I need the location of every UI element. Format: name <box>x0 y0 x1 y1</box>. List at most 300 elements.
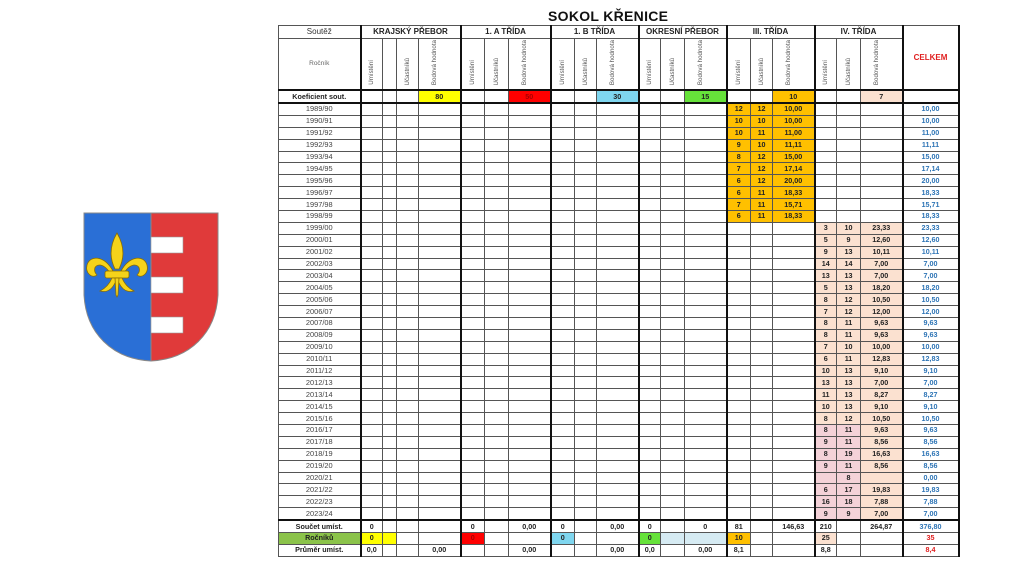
season-label: 2020/21 <box>279 472 361 484</box>
empty-cell <box>361 246 383 258</box>
empty-cell <box>485 306 509 318</box>
iv-trida-cell: 13 <box>837 365 861 377</box>
empty-cell <box>485 496 509 508</box>
empty-cell <box>597 448 639 460</box>
iv-trida-cell: 13 <box>837 282 861 294</box>
iv-trida-cell <box>861 187 903 199</box>
iii-trida-cell: 7 <box>727 199 751 211</box>
empty-cell <box>397 90 419 103</box>
empty-cell <box>551 175 575 187</box>
empty-cell <box>597 533 639 545</box>
iii-trida-cell <box>727 282 751 294</box>
iii-trida-cell: 11 <box>751 187 773 199</box>
iv-trida-cell: 13 <box>837 270 861 282</box>
empty-cell <box>551 258 575 270</box>
empty-cell <box>361 151 383 163</box>
empty-cell <box>419 448 461 460</box>
empty-cell <box>383 139 397 151</box>
empty-cell <box>461 472 485 484</box>
empty-cell <box>485 187 509 199</box>
empty-cell <box>597 103 639 115</box>
empty-cell <box>639 448 661 460</box>
prumer-value <box>551 544 575 556</box>
iv-trida-cell: 16,63 <box>861 448 903 460</box>
empty-cell <box>383 329 397 341</box>
iii-trida-cell <box>727 448 751 460</box>
iv-trida-cell: 7,88 <box>861 496 903 508</box>
season-label: 1999/00 <box>279 222 361 234</box>
iii-trida-cell <box>773 413 815 425</box>
column-subheader <box>485 39 509 91</box>
empty-cell <box>509 258 551 270</box>
empty-cell <box>597 460 639 472</box>
empty-cell <box>509 533 551 545</box>
empty-cell <box>661 246 685 258</box>
iv-trida-cell: 5 <box>815 234 837 246</box>
iv-trida-cell <box>837 139 861 151</box>
column-subheader-label: Umístění <box>368 60 376 86</box>
empty-cell <box>461 234 485 246</box>
column-subheader-label: Bodová hodnota <box>873 40 881 86</box>
iv-trida-cell: 9 <box>837 508 861 520</box>
prumer-value: 0,00 <box>419 544 461 556</box>
empty-cell <box>461 365 485 377</box>
season-row <box>279 341 959 353</box>
iii-trida-cell <box>727 294 751 306</box>
empty-cell <box>419 199 461 211</box>
empty-cell <box>639 496 661 508</box>
empty-cell <box>551 353 575 365</box>
empty-cell <box>509 163 551 175</box>
empty-cell <box>397 210 419 222</box>
iv-trida-cell: 18 <box>837 496 861 508</box>
empty-cell <box>685 496 727 508</box>
celkem-value: 10,00 <box>903 103 959 115</box>
empty-cell <box>485 484 509 496</box>
iii-trida-cell <box>727 460 751 472</box>
empty-cell <box>461 187 485 199</box>
empty-cell <box>419 318 461 330</box>
empty-cell <box>661 484 685 496</box>
empty-cell <box>383 151 397 163</box>
empty-cell <box>639 127 661 139</box>
empty-cell <box>361 365 383 377</box>
season-label: 1990/91 <box>279 115 361 127</box>
empty-cell <box>509 222 551 234</box>
empty-cell <box>597 139 639 151</box>
empty-cell <box>383 103 397 115</box>
empty-cell <box>661 163 685 175</box>
empty-cell <box>485 282 509 294</box>
season-row <box>279 460 959 472</box>
empty-cell <box>575 401 597 413</box>
iii-trida-cell: 18,33 <box>773 210 815 222</box>
season-label: 2010/11 <box>279 353 361 365</box>
empty-cell <box>551 472 575 484</box>
celkem-value: 18,33 <box>903 210 959 222</box>
iv-trida-cell: 7,00 <box>861 258 903 270</box>
white-bar-icon <box>151 317 183 333</box>
season-row <box>279 127 959 139</box>
empty-cell <box>661 210 685 222</box>
celkem-value: 8,56 <box>903 460 959 472</box>
empty-cell <box>661 258 685 270</box>
coefficient-value: 30 <box>597 90 639 103</box>
empty-cell <box>685 460 727 472</box>
empty-cell <box>383 90 397 103</box>
iv-trida-cell: 8 <box>815 318 837 330</box>
empty-cell <box>397 270 419 282</box>
empty-cell <box>361 318 383 330</box>
season-label: 2013/14 <box>279 389 361 401</box>
empty-cell <box>361 282 383 294</box>
empty-cell <box>575 436 597 448</box>
celkem-value: 9,63 <box>903 329 959 341</box>
coefficient-value: 80 <box>419 90 461 103</box>
empty-cell <box>685 127 727 139</box>
iv-trida-cell: 16 <box>815 496 837 508</box>
iv-trida-cell: 9,10 <box>861 401 903 413</box>
iii-trida-cell <box>727 472 751 484</box>
iii-trida-cell <box>727 389 751 401</box>
season-label: 2022/23 <box>279 496 361 508</box>
soucet-value: 0,00 <box>597 520 639 532</box>
season-label: 1991/92 <box>279 127 361 139</box>
iii-trida-cell <box>751 258 773 270</box>
empty-cell <box>461 425 485 437</box>
empty-cell <box>361 508 383 520</box>
empty-cell <box>419 472 461 484</box>
empty-cell <box>685 353 727 365</box>
empty-cell <box>509 425 551 437</box>
empty-cell <box>661 270 685 282</box>
empty-cell <box>661 472 685 484</box>
empty-cell <box>383 544 397 556</box>
iv-trida-cell: 11 <box>837 460 861 472</box>
empty-cell <box>639 90 661 103</box>
empty-cell <box>361 496 383 508</box>
soucet-value: 0,00 <box>509 520 551 532</box>
empty-cell <box>509 187 551 199</box>
empty-cell <box>639 294 661 306</box>
empty-cell <box>597 484 639 496</box>
empty-cell <box>397 508 419 520</box>
iv-trida-cell: 11 <box>815 389 837 401</box>
iii-trida-cell <box>727 496 751 508</box>
soucet-total: 376,80 <box>903 520 959 532</box>
empty-cell <box>485 460 509 472</box>
empty-cell <box>397 139 419 151</box>
empty-cell <box>575 460 597 472</box>
empty-cell <box>361 210 383 222</box>
prumer-value: 0,00 <box>509 544 551 556</box>
iv-trida-cell <box>815 175 837 187</box>
soucet-value <box>419 520 461 532</box>
empty-cell <box>575 115 597 127</box>
empty-cell <box>461 484 485 496</box>
empty-cell <box>509 282 551 294</box>
empty-cell <box>397 103 419 115</box>
empty-cell <box>551 318 575 330</box>
iii-trida-cell <box>751 484 773 496</box>
empty-cell <box>575 508 597 520</box>
celkem-value: 18,20 <box>903 282 959 294</box>
empty-cell <box>419 389 461 401</box>
empty-cell <box>551 329 575 341</box>
coat-of-arms <box>82 211 220 363</box>
celkem-value: 12,60 <box>903 234 959 246</box>
soucet-label: Součet umíst. <box>279 520 361 532</box>
empty-cell <box>575 496 597 508</box>
iv-trida-cell: 7,00 <box>861 270 903 282</box>
empty-cell <box>419 234 461 246</box>
empty-cell <box>361 222 383 234</box>
empty-cell <box>661 294 685 306</box>
iv-trida-cell <box>815 115 837 127</box>
empty-cell <box>815 90 837 103</box>
empty-cell <box>661 187 685 199</box>
empty-cell <box>685 258 727 270</box>
iii-trida-cell: 20,00 <box>773 175 815 187</box>
celkem-value: 10,11 <box>903 246 959 258</box>
season-row <box>279 151 959 163</box>
empty-cell <box>461 389 485 401</box>
season-label: 1993/94 <box>279 151 361 163</box>
empty-cell <box>361 448 383 460</box>
season-row <box>279 246 959 258</box>
iii-trida-cell <box>751 329 773 341</box>
empty-cell <box>419 306 461 318</box>
season-row <box>279 187 959 199</box>
iii-trida-cell <box>773 258 815 270</box>
empty-cell <box>639 246 661 258</box>
empty-cell <box>661 377 685 389</box>
empty-cell <box>685 222 727 234</box>
empty-cell <box>485 448 509 460</box>
iv-trida-cell <box>837 115 861 127</box>
iii-trida-cell <box>773 329 815 341</box>
iii-trida-cell <box>727 234 751 246</box>
empty-cell <box>397 127 419 139</box>
iii-trida-cell: 6 <box>727 175 751 187</box>
soucet-value: 146,63 <box>773 520 815 532</box>
empty-cell <box>685 413 727 425</box>
iv-trida-cell <box>837 187 861 199</box>
empty-cell <box>419 282 461 294</box>
empty-cell <box>485 210 509 222</box>
empty-cell <box>685 175 727 187</box>
empty-cell <box>685 448 727 460</box>
empty-cell <box>639 472 661 484</box>
empty-cell <box>551 139 575 151</box>
empty-cell <box>639 484 661 496</box>
empty-cell <box>639 222 661 234</box>
empty-cell <box>485 234 509 246</box>
empty-cell <box>575 282 597 294</box>
empty-cell <box>461 175 485 187</box>
empty-cell <box>361 163 383 175</box>
empty-cell <box>685 115 727 127</box>
iii-trida-cell: 11 <box>751 199 773 211</box>
season-label: 2009/10 <box>279 341 361 353</box>
column-subheader-label: Umístění <box>559 60 567 86</box>
celkem-value: 7,00 <box>903 258 959 270</box>
column-subheader-label: Účastníků <box>493 57 500 86</box>
iv-trida-cell: 19,83 <box>861 484 903 496</box>
empty-cell <box>661 436 685 448</box>
white-bar-icon <box>151 237 183 253</box>
empty-cell <box>597 258 639 270</box>
soucet-value <box>485 520 509 532</box>
column-subheader <box>837 39 861 91</box>
empty-cell <box>509 472 551 484</box>
empty-cell <box>397 175 419 187</box>
empty-cell <box>509 175 551 187</box>
iv-trida-cell: 9 <box>815 460 837 472</box>
iv-trida-cell: 7,00 <box>861 508 903 520</box>
empty-cell <box>461 270 485 282</box>
celkem-value: 8,56 <box>903 436 959 448</box>
rocniku-total: 35 <box>903 533 959 545</box>
iv-trida-cell <box>861 199 903 211</box>
celkem-value: 11,11 <box>903 139 959 151</box>
empty-cell <box>461 282 485 294</box>
season-label: 2006/07 <box>279 306 361 318</box>
empty-cell <box>661 306 685 318</box>
empty-cell <box>661 222 685 234</box>
empty-cell <box>383 258 397 270</box>
empty-cell <box>685 436 727 448</box>
empty-cell <box>597 389 639 401</box>
empty-cell <box>485 127 509 139</box>
iii-trida-cell <box>773 222 815 234</box>
season-row <box>279 353 959 365</box>
empty-cell <box>383 448 397 460</box>
column-subheader <box>397 39 419 91</box>
prumer-value <box>661 544 685 556</box>
season-row <box>279 448 959 460</box>
empty-cell <box>551 163 575 175</box>
empty-cell <box>639 163 661 175</box>
iii-trida-cell: 10 <box>751 115 773 127</box>
iv-trida-cell <box>837 175 861 187</box>
competition-header: OKRESNÍ PŘEBOR <box>639 26 727 39</box>
empty-cell <box>575 329 597 341</box>
celkem-value: 10,00 <box>903 115 959 127</box>
iv-trida-cell: 8 <box>815 425 837 437</box>
soucet-value: 210 <box>815 520 837 532</box>
season-row <box>279 436 959 448</box>
iii-trida-cell <box>751 508 773 520</box>
empty-cell <box>361 175 383 187</box>
empty-cell <box>509 270 551 282</box>
column-subheader <box>639 39 661 91</box>
empty-cell <box>485 353 509 365</box>
iv-trida-cell <box>861 163 903 175</box>
column-subheader-label: Umístění <box>822 60 830 86</box>
empty-cell <box>661 425 685 437</box>
celkem-value: 8,27 <box>903 389 959 401</box>
empty-cell <box>383 425 397 437</box>
empty-cell <box>597 199 639 211</box>
season-label: 2001/02 <box>279 246 361 258</box>
empty-cell <box>551 306 575 318</box>
iv-trida-cell: 10,50 <box>861 294 903 306</box>
empty-cell <box>639 377 661 389</box>
empty-cell <box>397 115 419 127</box>
empty-cell <box>575 353 597 365</box>
empty-cell <box>661 365 685 377</box>
empty-cell <box>361 294 383 306</box>
empty-cell <box>639 318 661 330</box>
empty-cell <box>461 401 485 413</box>
iii-trida-cell <box>751 246 773 258</box>
empty-cell <box>575 448 597 460</box>
iv-trida-cell <box>861 175 903 187</box>
empty-cell <box>461 436 485 448</box>
empty-cell <box>397 484 419 496</box>
empty-cell <box>575 377 597 389</box>
iv-trida-cell: 14 <box>815 258 837 270</box>
column-subheader-label: Umístění <box>469 60 477 86</box>
celkem-value: 16,63 <box>903 448 959 460</box>
empty-cell <box>461 413 485 425</box>
empty-cell <box>639 234 661 246</box>
empty-cell <box>383 484 397 496</box>
empty-cell <box>661 508 685 520</box>
iii-trida-cell <box>751 377 773 389</box>
empty-cell <box>383 127 397 139</box>
empty-cell <box>461 199 485 211</box>
empty-cell <box>509 401 551 413</box>
empty-cell <box>509 413 551 425</box>
empty-cell <box>639 508 661 520</box>
empty-cell <box>685 139 727 151</box>
empty-cell <box>397 294 419 306</box>
season-row <box>279 472 959 484</box>
empty-cell <box>639 199 661 211</box>
season-label: 2016/17 <box>279 425 361 437</box>
iv-trida-cell <box>861 151 903 163</box>
empty-cell <box>685 389 727 401</box>
empty-cell <box>661 329 685 341</box>
empty-cell <box>551 234 575 246</box>
iv-trida-cell <box>815 103 837 115</box>
empty-cell <box>485 365 509 377</box>
empty-cell <box>361 199 383 211</box>
white-bar-icon <box>151 277 183 293</box>
empty-cell <box>361 436 383 448</box>
empty-cell <box>485 508 509 520</box>
empty-cell <box>397 533 419 545</box>
soucet-value: 0 <box>361 520 383 532</box>
column-subheader <box>661 39 685 91</box>
soucet-value <box>751 520 773 532</box>
iii-trida-cell <box>727 365 751 377</box>
empty-cell <box>575 127 597 139</box>
celkem-value: 0,00 <box>903 472 959 484</box>
empty-cell <box>383 377 397 389</box>
iii-trida-cell <box>773 282 815 294</box>
season-row <box>279 329 959 341</box>
celkem-value: 17,14 <box>903 163 959 175</box>
empty-cell <box>639 389 661 401</box>
empty-cell <box>575 413 597 425</box>
iv-trida-cell: 6 <box>815 484 837 496</box>
empty-cell <box>397 472 419 484</box>
empty-cell <box>361 389 383 401</box>
empty-cell <box>685 151 727 163</box>
